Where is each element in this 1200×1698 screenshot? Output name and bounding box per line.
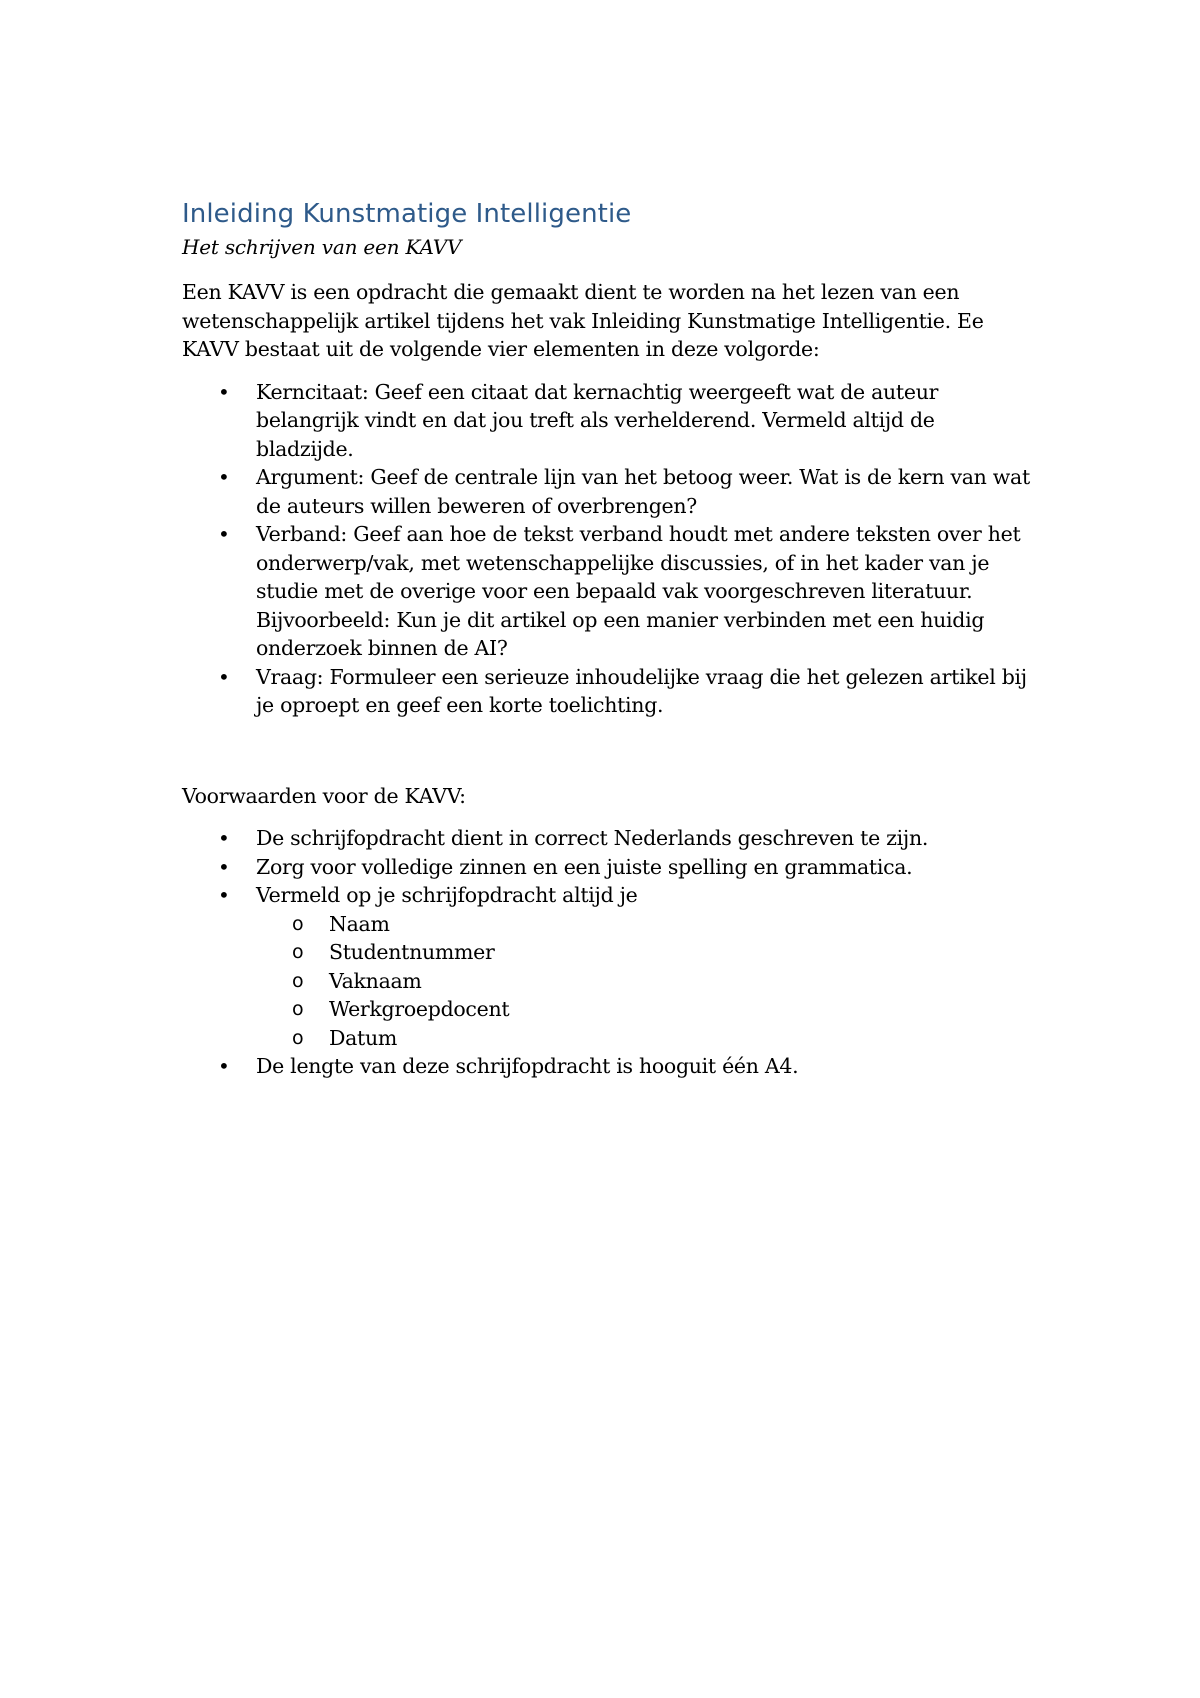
circle-bullet-icon: o — [292, 941, 304, 963]
circle-bullet-icon: o — [292, 912, 304, 935]
list-item — [182, 378, 1032, 464]
bullet-icon: • — [218, 465, 230, 489]
condition-text: De schrijfopdracht dient in correct Nederlands geschreven te zijn. — [256, 826, 929, 850]
list-item — [182, 463, 1032, 520]
required-field: Datum — [329, 1025, 398, 1050]
list-item — [256, 938, 1032, 967]
list-item — [182, 663, 1032, 720]
bullet-icon: • — [218, 883, 230, 907]
bullet-icon: • — [218, 522, 230, 546]
list-item — [182, 824, 1032, 853]
condition-text: De lengte van deze schrijfopdracht is hooguit één A4. — [256, 1054, 799, 1078]
condition-text: Vermeld op je schrijfopdracht altijd je — [256, 883, 638, 907]
document-subtitle: Het schrijven van een KAVV — [182, 235, 462, 259]
list-item — [256, 910, 1032, 939]
bullet-icon: • — [218, 826, 230, 850]
element-verband: Verband: Geef aan hoe de tekst verband houdt met andere teksten over het onderwerp/vak, met wetenschappelijke discussies, of in het kader van je studie met de overige voor een bepaald vak voorgeschreven literatuur. Bijvoorbeeld: Kun je dit artikel op een manier verbinden met een huidig onderzoek binnen de AI? — [256, 522, 1021, 660]
circle-bullet-icon: o — [292, 1026, 304, 1049]
required-field: Werkgroepdocent — [329, 997, 510, 1021]
required-field: Vaknaam — [329, 968, 422, 993]
bullet-icon: • — [218, 1054, 230, 1078]
circle-bullet-icon: o — [292, 998, 304, 1020]
element-argument: Argument: Geef de centrale lijn van het betoog weer. Wat is de kern van wat de auteurs willen beweren of overbrengen? — [256, 465, 1030, 518]
required-field: Naam — [329, 911, 390, 936]
condition-text: Zorg voor volledige zinnen en een juiste spelling en grammatica. — [256, 854, 913, 879]
bullet-icon: • — [218, 854, 230, 879]
list-item — [182, 520, 1032, 663]
document-title: Inleiding Kunstmatige Intelligentie — [182, 199, 632, 229]
conditions-heading: Voorwaarden voor de KAVV: — [182, 783, 466, 808]
required-field: Studentnummer — [329, 940, 495, 964]
list-item — [182, 1052, 1032, 1081]
element-kerncitaat: Kerncitaat: Geef een citaat dat kernachtig weergeeft wat de auteur belangrijk vindt en dat jou treft als verhelderend. Vermeld altijd de bladzijde. — [256, 379, 939, 461]
conditions-list — [182, 824, 1032, 1081]
list-item — [256, 995, 1032, 1024]
required-fields-list — [256, 910, 1032, 1053]
list-item — [182, 881, 1032, 1052]
list-item — [256, 967, 1032, 996]
bullet-icon: • — [218, 379, 230, 404]
document-content — [182, 196, 1032, 1081]
elements-list — [182, 378, 1032, 720]
list-item — [256, 1024, 1032, 1053]
spacer — [182, 720, 1032, 782]
bullet-icon: • — [218, 664, 230, 689]
list-item — [182, 853, 1032, 882]
intro-paragraph: Een KAVV is een opdracht die gemaakt dient te worden na het lezen van een wetenschappelijk artikel tijdens het vak Inleiding Kunstmatige Intelligentie. Ee KAVV bestaat uit de volgende vier elementen in deze volgorde: — [182, 280, 984, 361]
element-vraag: Vraag: Formuleer een serieuze inhoudelijke vraag die het gelezen artikel bij je oproept en geef een korte toelichting. — [256, 664, 1027, 717]
circle-bullet-icon: o — [292, 969, 304, 992]
